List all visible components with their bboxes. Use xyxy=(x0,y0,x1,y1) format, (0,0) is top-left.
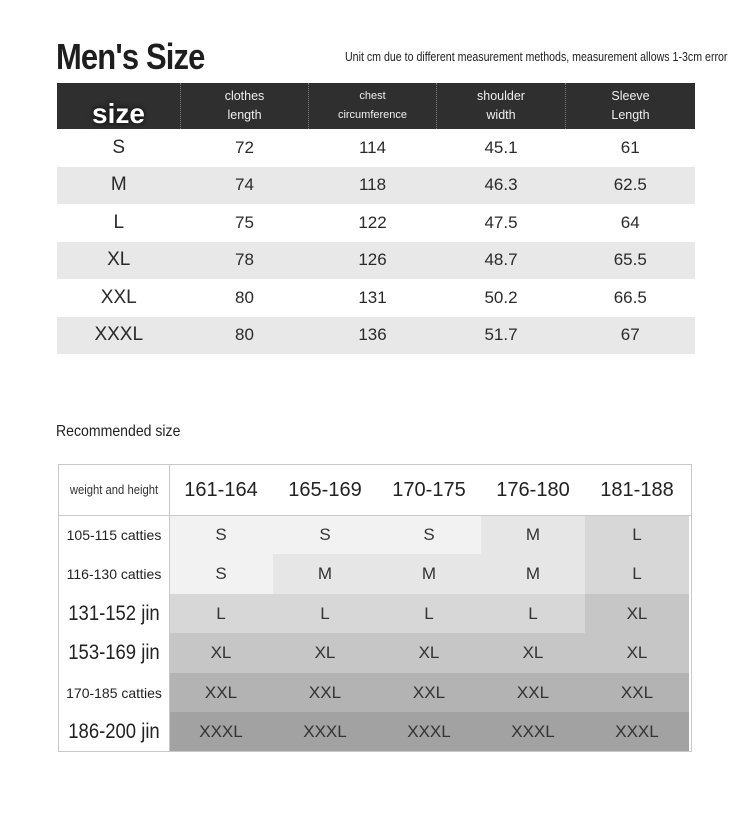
recommended-size-cell-text: XXL xyxy=(204,682,238,702)
recommended-size-cell xyxy=(481,712,585,751)
recommended-size-cell xyxy=(585,633,689,673)
recommended-size-cell xyxy=(585,594,689,633)
recommended-size-cell-text: M xyxy=(525,564,541,583)
recommended-size-cell-text: M xyxy=(317,564,333,583)
clothes-length-cell: 72 xyxy=(235,137,254,157)
size-cell: S xyxy=(112,136,126,158)
recommended-size-cell-text: XXXL xyxy=(407,721,451,741)
size-chart-table xyxy=(57,83,695,354)
recommended-size-cell-text: XXL xyxy=(412,682,446,702)
weight-label-text: 131-152 jin xyxy=(68,601,160,625)
sleeve-cell: 62.5 xyxy=(566,167,696,205)
recommended-size-cell xyxy=(377,594,481,633)
sleeve-cell: 61 xyxy=(620,137,640,157)
recommended-size-cell-text: XXL xyxy=(308,682,342,702)
recommended-size-cell xyxy=(273,673,377,712)
recommended-size-grid xyxy=(58,464,692,752)
recommended-size-cell-text: S xyxy=(319,524,331,544)
table-row xyxy=(57,204,695,242)
weight-label xyxy=(66,594,163,633)
recommended-size-cell-text: XL xyxy=(210,643,232,662)
chest-cell: 118 xyxy=(309,167,437,205)
clothes-length-cell: 75 xyxy=(235,212,254,232)
recommended-size-cell-text: S xyxy=(423,524,435,544)
recommended-size-cell xyxy=(585,515,689,554)
chest-cell: 126 xyxy=(309,242,437,280)
recommended-size-cell-text: XXL xyxy=(620,682,654,702)
weight-label xyxy=(59,515,169,554)
recommended-size-cell-text: XXL xyxy=(516,682,550,702)
size-chart-header-row xyxy=(57,83,695,129)
recommended-size-cell xyxy=(585,554,689,594)
recommended-size-cell-text: L xyxy=(632,564,642,583)
recommended-size-cell xyxy=(377,712,481,751)
recommended-size-cell-text: S xyxy=(215,524,227,544)
height-header xyxy=(273,465,377,515)
weight-label-text: 186-200 jin xyxy=(68,719,160,743)
page-title: Men's Size xyxy=(56,36,205,77)
weight-label xyxy=(66,712,163,751)
recommended-size-cell-text: XL xyxy=(314,643,336,662)
recommended-size-cell-text: XL xyxy=(522,643,544,662)
height-header-text: 161-164 xyxy=(184,478,258,501)
recommended-size-cell-text: XXXL xyxy=(615,721,659,741)
table-row xyxy=(57,317,695,355)
recommended-size-cell xyxy=(585,712,689,751)
weight-label-text: 153-169 jin xyxy=(68,641,160,664)
recommended-size-cell xyxy=(377,673,481,712)
weight-label-text: 116-130 catties xyxy=(66,566,162,582)
shoulder-cell: 51.7 xyxy=(437,317,566,355)
table-row xyxy=(57,279,695,317)
shoulder-cell: 45.1 xyxy=(484,137,518,157)
recommended-size-cell-text: L xyxy=(632,524,642,544)
table-row xyxy=(57,129,695,167)
size-cell: XXXL xyxy=(57,317,181,355)
recommended-size-cell xyxy=(273,594,377,633)
recommended-size-cell-text: XXXL xyxy=(303,721,347,741)
recommended-size-cell xyxy=(481,515,585,554)
recommended-size-cell xyxy=(273,633,377,673)
recommended-size-cell-text: XL xyxy=(418,643,440,662)
recommended-size-cell-text: XL xyxy=(626,643,648,662)
recommended-size-cell xyxy=(481,633,585,673)
unit-note: Unit cm due to different measurement methods, measurement allows 1-3cm error xyxy=(345,50,728,64)
chest-cell: 131 xyxy=(358,287,387,307)
table-row xyxy=(57,167,695,205)
recommended-size-cell-text: M xyxy=(525,524,541,544)
recommended-size-cell xyxy=(585,673,689,712)
height-header-text: 170-175 xyxy=(392,478,466,501)
recommended-size-cell xyxy=(273,712,377,751)
shoulder-cell: 48.7 xyxy=(437,242,566,280)
weight-label xyxy=(66,633,163,673)
weight-label xyxy=(59,554,169,594)
height-header xyxy=(481,465,585,515)
recommended-size-cell-text: S xyxy=(215,564,227,583)
recommended-size-cell xyxy=(481,594,585,633)
recommended-size-cell xyxy=(377,515,481,554)
weight-label-text: 170-185 catties xyxy=(66,684,162,701)
height-header-text: 176-180 xyxy=(496,478,570,501)
clothes-length-cell: 74 xyxy=(181,167,309,205)
corner-label xyxy=(65,465,164,515)
height-header xyxy=(377,465,481,515)
recommended-size-cell-text: L xyxy=(424,603,434,623)
clothes-length-cell: 78 xyxy=(181,242,309,280)
size-cell: XL xyxy=(57,242,181,280)
size-cell: L xyxy=(113,211,125,233)
recommended-size-title: Recommended size xyxy=(56,423,181,440)
chest-cell: 114 xyxy=(358,137,387,157)
recommended-size-cell-text: XL xyxy=(626,603,648,623)
recommended-size-cell xyxy=(169,554,273,594)
recommended-size-cell-text: L xyxy=(528,603,538,623)
size-cell: XXL xyxy=(100,286,137,308)
height-header xyxy=(585,465,689,515)
corner-label-text: weight and height xyxy=(69,483,159,497)
header-divider xyxy=(59,515,691,516)
chest-cell: 122 xyxy=(358,212,387,232)
recommended-size-cell xyxy=(169,673,273,712)
header-chest-circumference: chest circumference xyxy=(309,83,437,129)
weight-label-text: 105-115 catties xyxy=(66,526,162,543)
shoulder-cell: 47.5 xyxy=(484,212,518,232)
recommended-size-cell xyxy=(273,554,377,594)
recommended-size-cell xyxy=(169,515,273,554)
header-clothes-length: clothes length xyxy=(181,83,309,129)
sleeve-cell: 67 xyxy=(566,317,696,355)
recommended-size-cell-text: L xyxy=(320,603,330,623)
weight-label xyxy=(59,673,169,712)
label-divider xyxy=(169,465,170,751)
recommended-size-cell xyxy=(273,515,377,554)
recommended-size-cell xyxy=(169,633,273,673)
chest-cell: 136 xyxy=(309,317,437,355)
recommended-size-cell-text: L xyxy=(216,603,226,623)
header-shoulder-width: shoulder width xyxy=(437,83,566,129)
sleeve-cell: 64 xyxy=(620,212,640,232)
header-sleeve-length: Sleeve Length xyxy=(566,83,696,129)
size-cell: M xyxy=(57,167,181,205)
height-header-text: 181-188 xyxy=(600,478,674,501)
recommended-size-cell xyxy=(377,633,481,673)
sleeve-cell: 65.5 xyxy=(566,242,696,280)
header-size: size xyxy=(57,83,181,129)
recommended-size-cell xyxy=(169,712,273,751)
recommended-size-cell xyxy=(481,554,585,594)
sleeve-cell: 66.5 xyxy=(613,287,647,307)
recommended-size-cell xyxy=(481,673,585,712)
shoulder-cell: 46.3 xyxy=(437,167,566,205)
height-header-text: 165-169 xyxy=(288,478,362,501)
shoulder-cell: 50.2 xyxy=(484,287,518,307)
recommended-size-cell-text: M xyxy=(421,564,437,583)
recommended-size-cell-text: XXXL xyxy=(199,721,243,741)
recommended-size-cell-text: XXXL xyxy=(511,721,555,741)
recommended-size-cell xyxy=(377,554,481,594)
clothes-length-cell: 80 xyxy=(235,287,254,307)
table-row xyxy=(57,242,695,280)
recommended-size-cell xyxy=(169,594,273,633)
height-header xyxy=(169,465,273,515)
clothes-length-cell: 80 xyxy=(181,317,309,355)
